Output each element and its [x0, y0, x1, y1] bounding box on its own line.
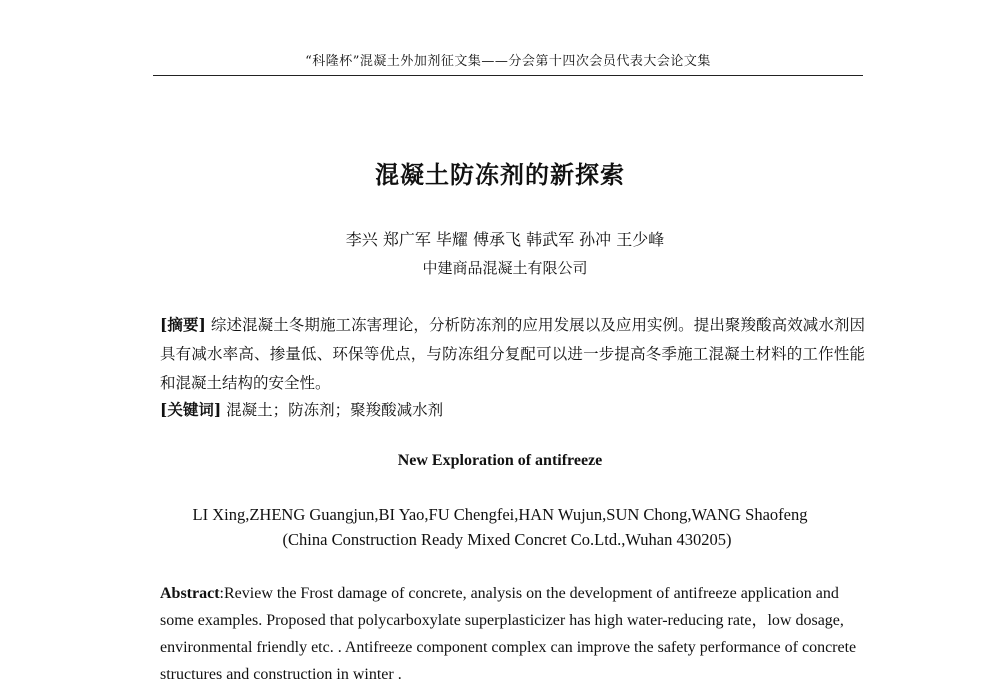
keywords-text-zh: 混凝土；防冻剂；聚羧酸减水剂	[226, 401, 444, 419]
abstract-zh	[160, 310, 865, 398]
running-header: “科隆杯”混凝土外加剂征文集——分会第十四次会员代表大会论文集	[305, 54, 711, 69]
keywords-label-zh: [关键词]	[160, 400, 222, 419]
affiliation-zh: 中建商品混凝土有限公司	[422, 259, 588, 277]
paper-title-zh: 混凝土防冻剂的新探索	[375, 161, 625, 189]
abstract-en	[160, 580, 870, 688]
abstract-text-en: :Review the Frost damage of concrete, analysis on the development of antifreeze application and some examples. Proposed that polycarboxylate superplasticizer has high water-reducing rate，low dosage, environmental friendly etc. . Antifreeze component complex can improve the safety performance of concrete structures and construction in winter .	[160, 585, 857, 683]
abstract-label-zh: [摘要]	[160, 315, 206, 334]
abstract-text-zh: 综述混凝土冬期施工冻害理论，分析防冻剂的应用发展以及应用实例。提出聚羧酸高效减水剂因具有减水率高、掺量低、环保等优点，与防冻组分复配可以进一步提高冬季施工混凝土材料的工作性能和混凝土结构的安全性。	[160, 316, 866, 392]
keywords-zh	[160, 398, 865, 422]
header-rule	[153, 75, 863, 76]
affiliation-en: (China Construction Ready Mixed Concret Co.Ltd.,Wuhan 430205)	[282, 530, 732, 549]
abstract-label-en: Abstract	[160, 585, 220, 602]
paper-title-en: New Exploration of antifreeze	[397, 452, 603, 469]
authors-en: LI Xing,ZHENG Guangjun,BI Yao,FU Chengfei,HAN Wujun,SUN Chong,WANG Shaofeng	[192, 505, 808, 524]
authors-zh: 李兴 郑广军 毕耀 傅承飞 韩武军 孙冲 王少峰	[345, 230, 665, 249]
